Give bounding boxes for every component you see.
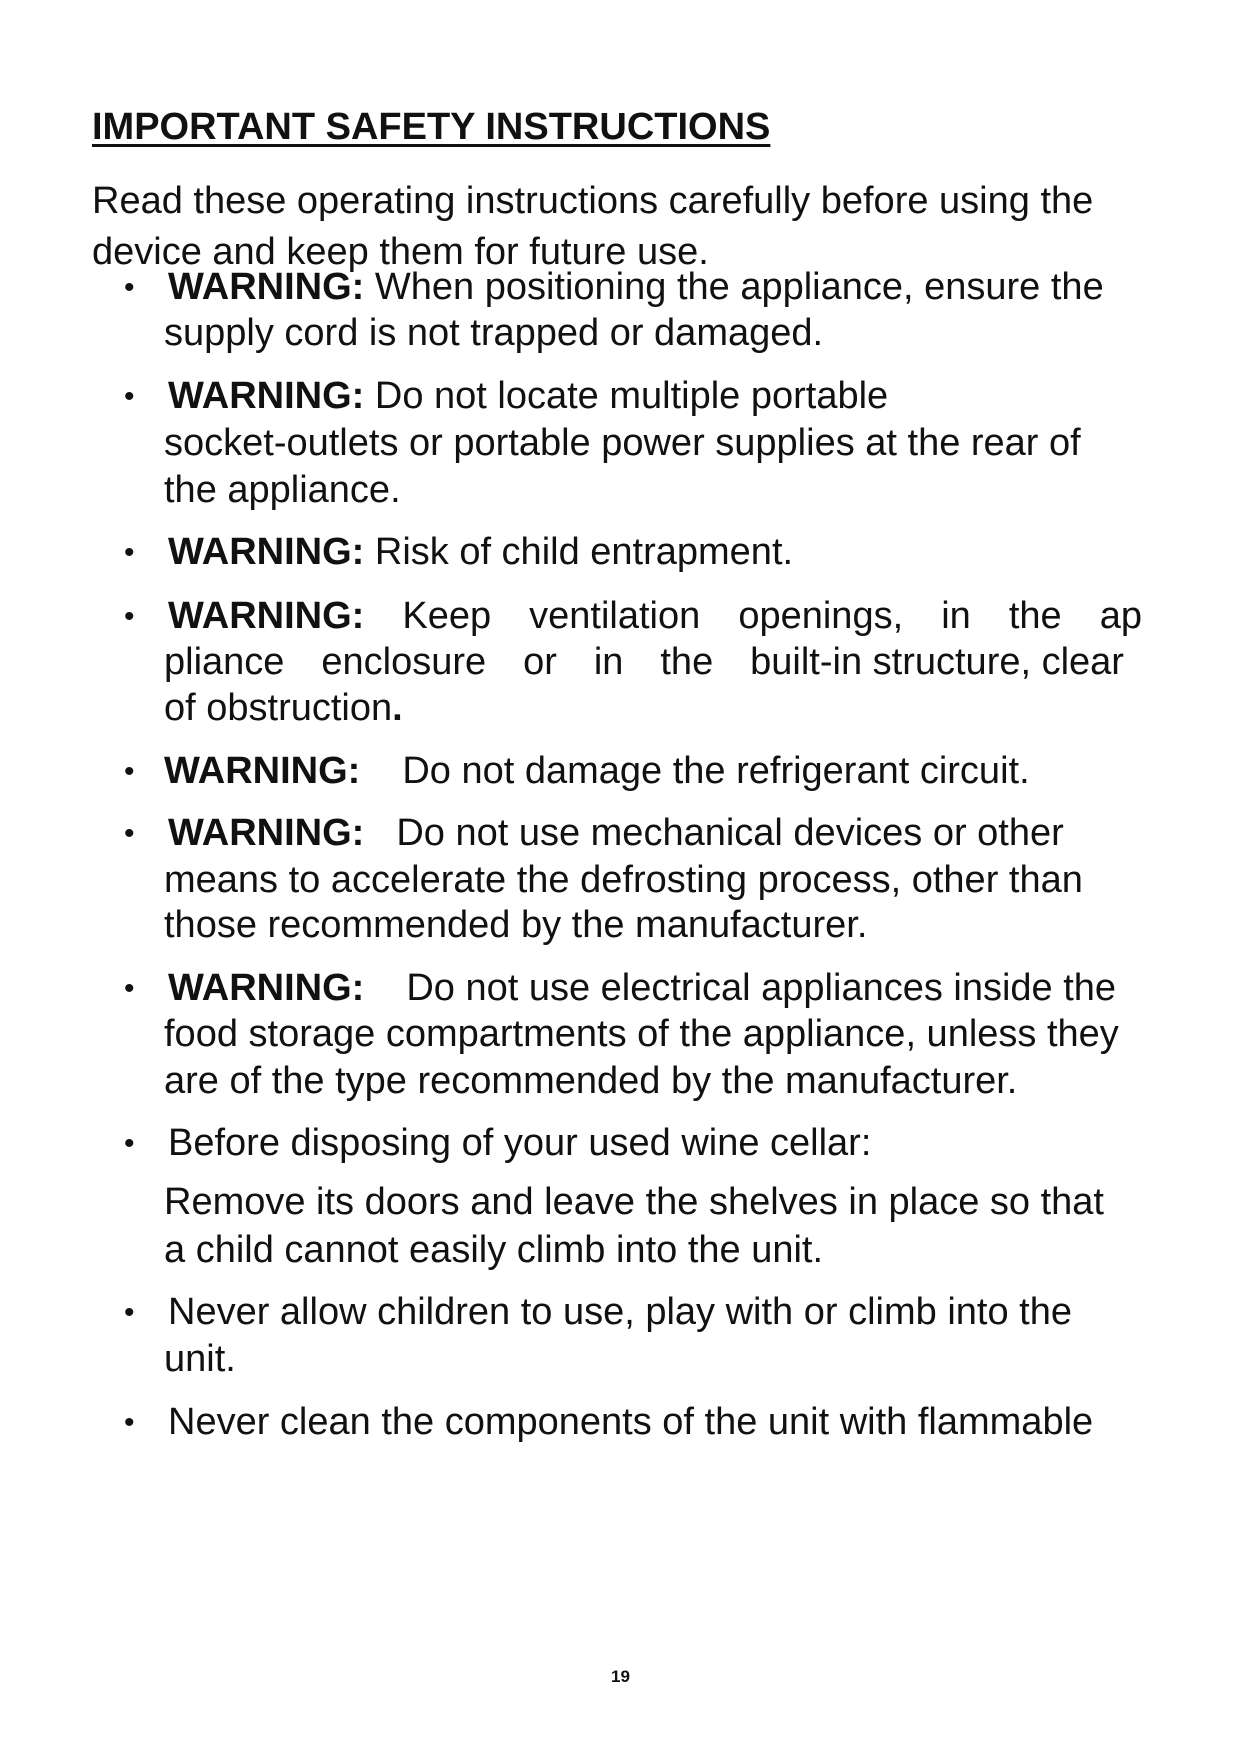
item-text: Do not use mechanical devices or other	[396, 812, 1064, 854]
item-text: Do not damage the refrigerant circuit.	[402, 750, 1030, 792]
warning-label: WARNING:	[168, 375, 365, 417]
item-word: built-in structure, clear	[750, 641, 1124, 683]
bullet-icon: •	[124, 1127, 135, 1160]
item-word: in	[941, 595, 971, 637]
intro-line: Read these operating instructions carefully before using the	[92, 180, 1094, 222]
item-text: of obstruction	[164, 687, 393, 729]
bullet-icon: •	[124, 755, 135, 788]
page-number: 19	[611, 1667, 630, 1686]
warning-label: WARNING:	[168, 266, 365, 308]
bullet-icon: •	[124, 380, 135, 413]
item-text: Risk of child entrapment.	[364, 531, 794, 573]
item-text: food storage compartments of the appliance, unless they	[164, 1013, 1119, 1055]
item-text: Do not locate multiple portable	[364, 375, 889, 417]
bullet-icon: •	[124, 972, 135, 1005]
item-text: supply cord is not trapped or damaged.	[164, 312, 824, 354]
item-text: Remove its doors and leave the shelves in place so that	[164, 1181, 1104, 1223]
bullet-icon: •	[124, 817, 135, 850]
item-text: unit.	[164, 1338, 236, 1380]
item-word: ventilation	[529, 595, 701, 637]
item-word: enclosure	[321, 641, 487, 683]
item-text: Before disposing of your used wine cellar:	[168, 1122, 872, 1164]
item-word: ap	[1099, 595, 1142, 637]
bullet-icon: •	[124, 271, 135, 304]
page-title: IMPORTANT SAFETY INSTRUCTIONS	[92, 106, 771, 148]
item-word: in	[593, 641, 624, 683]
bullet-icon: •	[124, 536, 135, 569]
item-text: are of the type recommended by the manufacturer.	[164, 1060, 1018, 1102]
item-text: a child cannot easily climb into the unit.	[164, 1229, 824, 1271]
item-word: or	[523, 641, 557, 683]
intro-line: device and keep them for future use.	[92, 231, 709, 273]
item-text: means to accelerate the defrosting process, other than	[164, 859, 1083, 901]
item-text: Do not use electrical appliances inside the	[406, 967, 1117, 1009]
item-word: Keep	[402, 595, 492, 637]
item-text: Never clean the components of the unit with flammable	[168, 1401, 1094, 1443]
item-text: When positioning the appliance, ensure the	[364, 266, 1104, 308]
warning-label: WARNING:	[164, 750, 361, 792]
item-text: socket-outlets or portable power supplies at the rear of	[164, 422, 1081, 464]
item-text: those recommended by the manufacturer.	[164, 904, 868, 946]
warning-label: WARNING:	[168, 595, 365, 637]
warning-label: WARNING:	[168, 812, 365, 854]
warning-label: WARNING:	[168, 967, 365, 1009]
item-period: .	[392, 687, 403, 729]
item-word: the	[660, 641, 714, 683]
item-text: Never allow children to use, play with or climb into the	[168, 1291, 1072, 1333]
item-word: pliance	[164, 641, 285, 683]
bullet-icon: •	[124, 1406, 135, 1439]
warning-label: WARNING:	[168, 531, 365, 573]
bullet-icon: •	[124, 1296, 135, 1329]
item-word: the	[1008, 595, 1062, 637]
item-word: openings,	[738, 595, 904, 637]
item-text: the appliance.	[164, 469, 401, 511]
bullet-icon: •	[124, 600, 135, 633]
